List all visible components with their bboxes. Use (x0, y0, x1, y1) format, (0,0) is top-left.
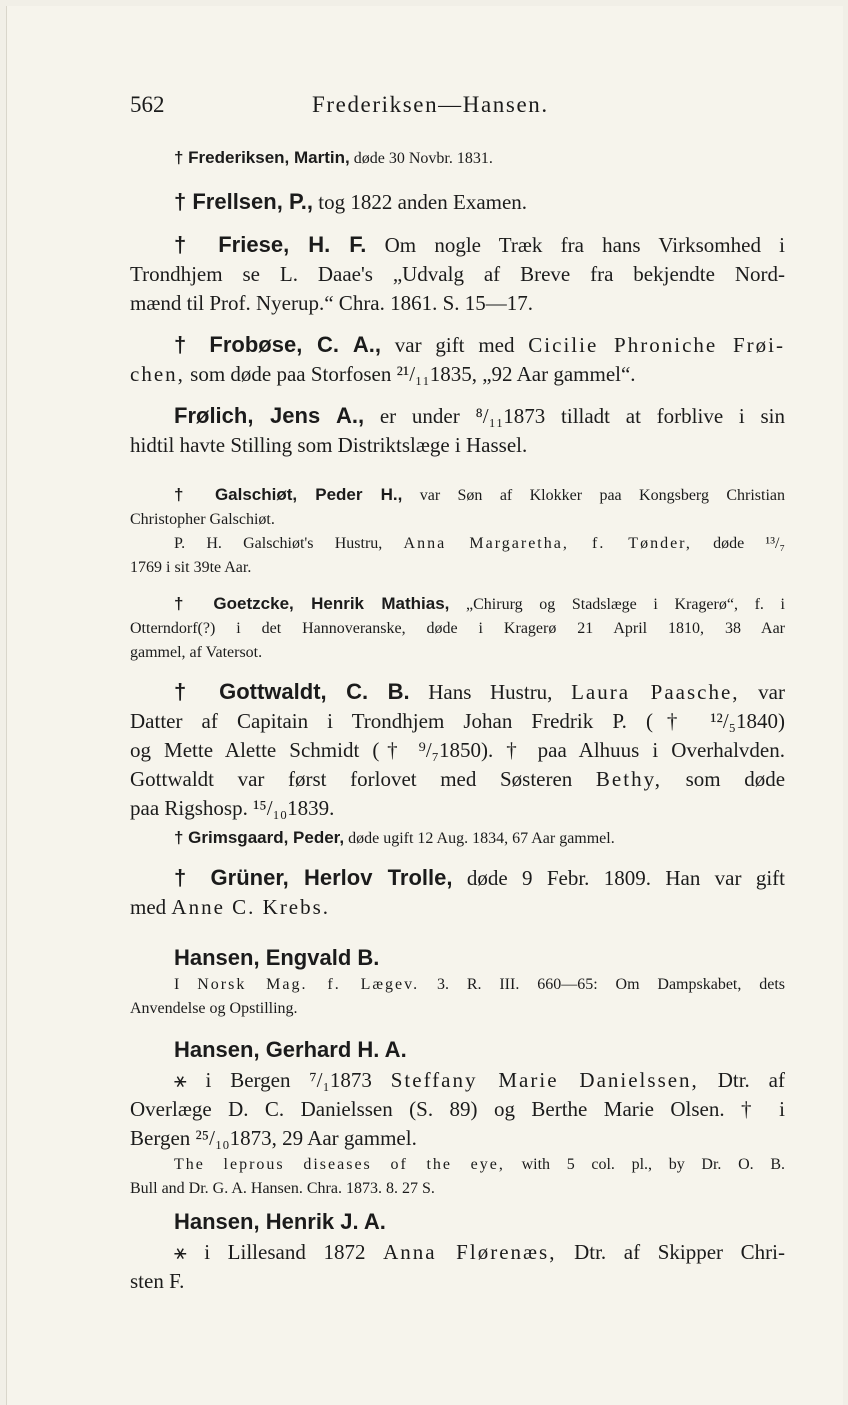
entry-name: † Gottwaldt, C. B. (174, 679, 410, 704)
entry-galschiot: † Galschiøt, Peder H., var Søn af Klokker paa Kongsberg Christian Christopher Galschiøt. P. H. Galschiøt's Hustru, Anna Margaretha, f. Tønder, døde ¹³/₇ 1769 i sit 39te Aar. (130, 485, 786, 576)
entry-hansen-engvald: Hansen, Engvald B. I Norsk Mag. f. Lægev. 3. R. III. 660—65: Om Dampskabet, dets Anvendelse og Opstilling. (130, 945, 786, 1017)
entry-gruner: † Grüner, Herlov Trolle, døde 9 Febr. 1809. Han var gift med Anne C. Krebs. (130, 865, 785, 919)
entry-frellsen: † Frellsen, P., tog 1822 anden Examen. (174, 189, 528, 214)
entry-friese: † Friese, H. F. Om nogle Træk fra hans Virksomhed i Trondhjem se L. Daae's „Udvalg af Breve fra bekjendte Nord- mænd til Prof. Nyerup.“ Chra. 1861. S. 15—17. (130, 232, 785, 315)
entry-frobose: † Frobøse, C. A., var gift med Cicilie Phroniche Frøi- chen, som døde paa Storfosen ²¹/₁₁1835, „92 Aar gammel“. (130, 332, 786, 386)
entry-gottwaldt: † Gottwaldt, C. B. Hans Hustru, Laura Paasche, var Datter af Capitain i Trondhjem Johan Fredrik P. († ¹²/₅1840) og Mette Alette Schmidt († ⁹/₇1850). † paa Alhuus i Overhalvden. Gottwaldt var først forlovet med Søsteren Bethy, som døde paa Rigshosp. ¹⁵/₁₀1839. (130, 679, 786, 820)
entry-grimsgaard: † Grimsgaard, Peder, døde ugift 12 Aug. 1834, 67 Aar gammel. (174, 828, 615, 847)
page-number: 562 (130, 92, 165, 117)
entry-frederiksen: † Frederiksen, Martin, døde 30 Novbr. 1831. (174, 148, 493, 167)
entry-name: Frølich, Jens A., (174, 403, 365, 428)
entry-name: Hansen, Gerhard H. A. (174, 1037, 407, 1062)
entry-hansen-gerhard: Hansen, Gerhard H. A. ⚹ i Bergen ⁷/₁1873 Steffany Marie Danielssen, Dtr. af Overlæge D. C. Danielssen (S. 89) og Berthe Marie Olsen. † i Bergen ²⁵/₁₀1873, 29 Aar gammel. The leprous diseases of the eye, with 5 col. pl., by Dr. O. B. Bull and Dr. G. A. Hansen. Chra. 1873. 8. 27 S. (130, 1034, 785, 1201)
running-title: Frederiksen—Hansen. (312, 92, 549, 117)
entry-name: † Frellsen, P., (174, 189, 314, 214)
entry-hansen-henrik: Hansen, Henrik J. A. ⚹ i Lillesand 1872 Anna Flørenæs, Dtr. af Skipper Chri- sten F. (130, 1206, 785, 1296)
entry-name: † Goetzcke, Henrik Mathias, (174, 594, 450, 613)
entry-frolich: Frølich, Jens A., er under ⁸/₁₁1873 tilladt at forblive i sin hidtil havte Stilling som Distriktslæge i Hassel. (130, 403, 785, 457)
entry-name: † Frederiksen, Martin, (174, 148, 350, 167)
entry-name: † Grimsgaard, Peder, (174, 828, 345, 847)
entry-name: † Friese, H. F. (174, 232, 367, 257)
entry-name: Hansen, Engvald B. (174, 945, 380, 970)
entry-goetzcke: † Goetzcke, Henrik Mathias, „Chirurg og Stadslæge i Kragerø“, f. i Otterndorf(?) i det Hannoveranske, døde i Kragerø 21 April 1810, 38 Aar gammel, af Vatersot. (130, 594, 785, 661)
entry-name: † Grüner, Herlov Trolle, (174, 865, 453, 890)
entry-name: † Galschiøt, Peder H., (174, 485, 403, 504)
entry-name: † Frobøse, C. A., (174, 332, 381, 357)
page-header (130, 92, 785, 122)
entry-name: Hansen, Henrik J. A. (174, 1209, 386, 1234)
